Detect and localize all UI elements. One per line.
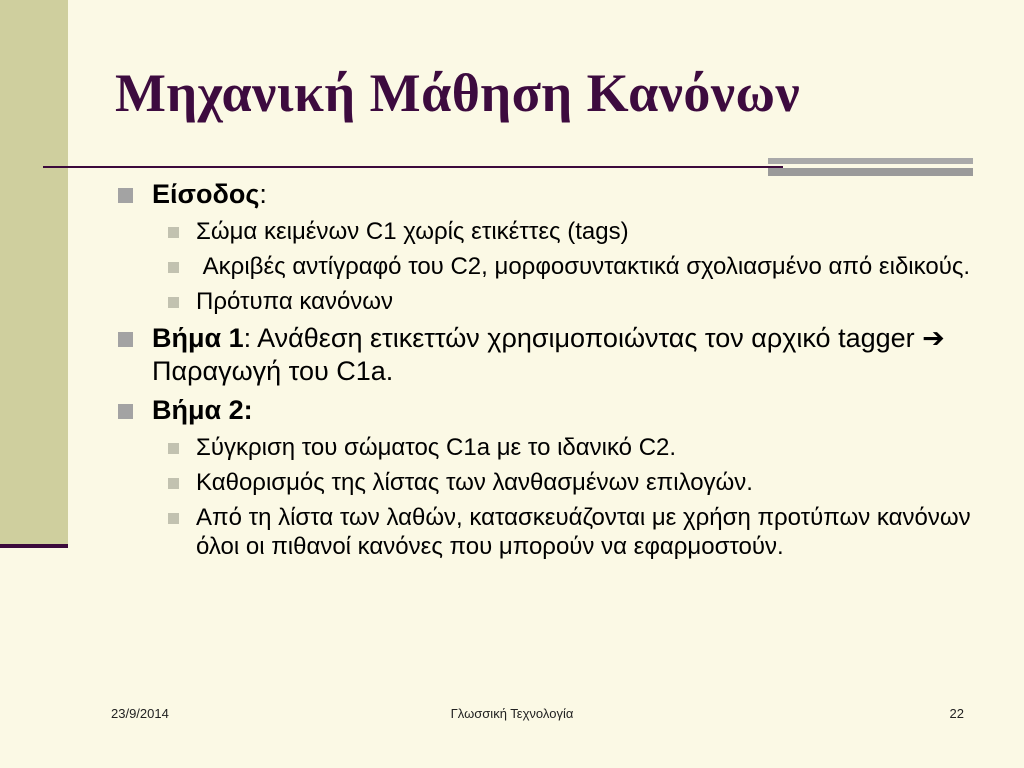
- sub-bullet-step2-2: [112, 468, 992, 497]
- step1-heading: Βήμα 1: [152, 323, 244, 353]
- step2-heading: Βήμα 2:: [152, 395, 253, 425]
- arrow-icon: ➔: [922, 323, 945, 353]
- input-suffix: :: [259, 179, 267, 209]
- sub-bullet-step2-3: [112, 503, 992, 561]
- square-bullet-icon: [118, 188, 133, 203]
- square-bullet-icon: [168, 262, 179, 273]
- square-bullet-icon: [168, 227, 179, 238]
- page-number: 22: [949, 706, 964, 721]
- sub-bullet-text: Καθορισμός της λίστας των λανθασμένων επιλογών.: [196, 469, 753, 496]
- sub-bullet-text: Πρότυπα κανόνων: [196, 288, 394, 315]
- square-bullet-icon: [168, 513, 179, 524]
- slide-content: [112, 178, 992, 567]
- sub-bullet-text: Από τη λίστα των λαθών, κατασκευάζονται με χρήση προτύπων κανόνων όλοι οι πιθανοί κανόνες που μπορούν να εφαρμοστούν.: [196, 504, 971, 560]
- title-decor-bars: [768, 158, 973, 180]
- bullet-step2: [112, 394, 992, 427]
- title-rule: [43, 166, 783, 168]
- input-heading: Είσοδος: [152, 179, 260, 209]
- footer-date: 23/9/2014: [111, 706, 169, 721]
- bullet-input: [112, 178, 992, 211]
- sub-bullet-step2-1: [112, 433, 992, 462]
- square-bullet-icon: [168, 478, 179, 489]
- footer-title: Γλωσσική Τεχνολογία: [450, 706, 574, 721]
- step1-text-a: : Ανάθεση ετικεττών χρησιμοποιώντας τον αρχικό tagger: [243, 323, 923, 353]
- sub-bullet-text: Σώμα κειμένων C1 χωρίς ετικέττες (tags): [196, 218, 629, 245]
- sub-bullet-input-2: [112, 252, 992, 281]
- square-bullet-icon: [168, 443, 179, 454]
- square-bullet-icon: [168, 297, 179, 308]
- sub-bullet-text: Ακριβές αντίγραφό του C2, μορφοσυντακτικά σχολιασμένο από ειδικούς.: [196, 253, 971, 280]
- bullet-step1: [112, 322, 992, 388]
- sub-bullet-input-1: [112, 217, 992, 246]
- step1-text-b: Παραγωγή του C1a.: [152, 356, 394, 386]
- square-bullet-icon: [118, 332, 133, 347]
- left-decor-line: [0, 544, 68, 548]
- left-decor-bar: [0, 0, 68, 546]
- sub-bullet-input-3: [112, 287, 992, 316]
- sub-bullet-text: Σύγκριση του σώματος C1a με το ιδανικό C2.: [196, 434, 677, 461]
- square-bullet-icon: [118, 404, 133, 419]
- slide-title: Μηχανική Μάθηση Κανόνων: [115, 63, 801, 123]
